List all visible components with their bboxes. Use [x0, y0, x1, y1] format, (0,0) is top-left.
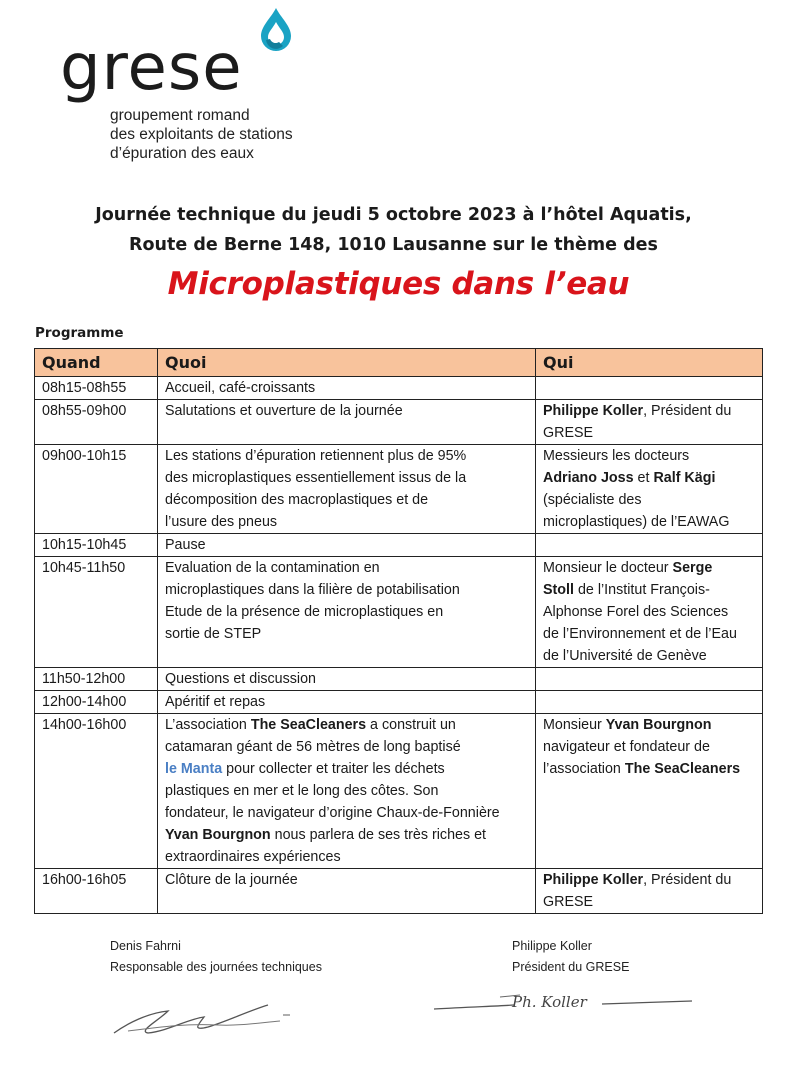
conjunction: et	[633, 470, 654, 486]
what-line: Etude de la présence de microplastiques en	[165, 604, 444, 620]
signatory-role: Responsable des journées techniques	[110, 960, 322, 974]
cell-who	[536, 691, 763, 714]
what-line: sortie de STEP	[165, 626, 262, 642]
affiliation: de l’Institut François-	[573, 582, 710, 598]
tagline-line: des exploitants de stations	[110, 126, 293, 143]
what-line: fondateur, le navigateur d’origine Chaux-de-Fonnière	[165, 805, 500, 821]
speaker-name: Serge	[672, 560, 713, 576]
what-line: catamaran géant de 56 mètres de long baptisé	[165, 739, 461, 755]
cell-who	[536, 668, 763, 691]
title-line-2: Route de Berne 148, 1010 Lausanne sur le thème des	[129, 235, 658, 255]
text-fragment: l’association	[543, 761, 625, 777]
cell-who	[536, 557, 763, 668]
grese-logo	[60, 6, 360, 166]
cell-what: Questions et discussion	[158, 668, 536, 691]
what-line	[165, 758, 528, 780]
tagline-line: groupement romand	[110, 107, 250, 124]
cell-who	[536, 869, 763, 914]
column-header-when: Quand	[35, 349, 158, 377]
who-line: de l’Université de Genève	[543, 648, 707, 664]
what-line: Evaluation de la contamination en	[165, 560, 380, 576]
cell-when: 09h00-10h15	[35, 445, 158, 534]
table-row	[35, 400, 763, 445]
what-line: décomposition des macroplastiques et de	[165, 492, 429, 508]
title-line-1: Journée technique du jeudi 5 octobre 2023 à l’hôtel Aquatis,	[95, 205, 692, 225]
table-row	[35, 445, 763, 534]
cell-when: 10h15-10h45	[35, 534, 158, 557]
speaker-name: Philippe Koller	[543, 403, 644, 419]
logo-tagline	[110, 106, 293, 163]
water-drop-icon	[257, 6, 295, 54]
boat-name: le Manta	[165, 761, 223, 777]
signatory-name: Philippe Koller	[512, 939, 592, 953]
speaker-name: Philippe Koller	[543, 872, 644, 888]
signatory-role: Président du GRESE	[512, 960, 630, 974]
table-row	[35, 668, 763, 691]
cell-what: Accueil, café-croissants	[158, 377, 536, 400]
signature-right-text: Ph. Koller	[512, 993, 587, 1011]
cell-what: Apéritif et repas	[158, 691, 536, 714]
tagline-line: d’épuration des eaux	[110, 145, 254, 162]
who-line: Messieurs les docteurs	[543, 448, 690, 464]
speaker-name: Ralf Kägi	[653, 470, 716, 486]
signatory-name: Denis Fahrni	[110, 939, 181, 953]
cell-who	[536, 534, 763, 557]
what-line: extraordinaires expériences	[165, 849, 341, 865]
cell-when: 12h00-14h00	[35, 691, 158, 714]
who-line: navigateur et fondateur de	[543, 739, 710, 755]
cell-what	[158, 445, 536, 534]
cell-when: 11h50-12h00	[35, 668, 158, 691]
signature-right-image	[430, 985, 700, 1020]
cell-who	[536, 714, 763, 869]
cell-what: Pause	[158, 534, 536, 557]
text-fragment: nous parlera de ses très riches et	[270, 827, 487, 843]
who-line	[543, 714, 755, 736]
cell-what: Clôture de la journée	[158, 869, 536, 914]
speaker-name: Yvan Bourgnon	[605, 717, 712, 733]
what-line	[165, 824, 528, 846]
logo-wordmark: grese	[60, 31, 243, 105]
speaker-name: Adriano Joss	[543, 470, 634, 486]
who-line	[543, 467, 755, 489]
event-theme: Microplastiques dans l’eau	[167, 266, 630, 302]
table-row	[35, 377, 763, 400]
cell-what	[158, 557, 536, 668]
table-row	[35, 557, 763, 668]
who-line: de l’Environnement et de l’Eau	[543, 626, 737, 642]
cell-what	[158, 714, 536, 869]
what-line: l’usure des pneus	[165, 514, 278, 530]
table-row	[35, 534, 763, 557]
column-header-who: Qui	[536, 349, 763, 377]
cell-what: Salutations et ouverture de la journée	[158, 400, 536, 445]
speaker-name: Yvan Bourgnon	[165, 827, 271, 843]
cell-when: 14h00-16h00	[35, 714, 158, 869]
cell-who	[536, 377, 763, 400]
event-title	[0, 200, 787, 260]
speaker-role: , Président du GRESE	[543, 872, 732, 910]
table-row	[35, 869, 763, 914]
text-fragment: pour collecter et traiter les déchets	[222, 761, 445, 777]
cell-who	[536, 445, 763, 534]
signatory-right	[512, 936, 629, 978]
who-line: Alphonse Forel des Sciences	[543, 604, 729, 620]
what-line: plastiques en mer et le long des côtes. Son	[165, 783, 439, 799]
what-line	[165, 714, 528, 736]
text-fragment: a construit un	[366, 717, 456, 733]
cell-when: 10h45-11h50	[35, 557, 158, 668]
signatory-left	[110, 936, 322, 978]
column-header-what: Quoi	[158, 349, 536, 377]
who-line	[543, 579, 755, 601]
who-line: (spécialiste des	[543, 492, 642, 508]
cell-when: 08h55-09h00	[35, 400, 158, 445]
what-line: microplastiques dans la filière de potabilisation	[165, 582, 460, 598]
title-prefix: Monsieur	[543, 717, 606, 733]
what-line: des microplastiques essentiellement issus de la	[165, 470, 467, 486]
signature-left-image	[108, 993, 298, 1041]
programme-label: Programme	[35, 325, 124, 341]
table-row	[35, 714, 763, 869]
table-header-row	[35, 349, 763, 377]
title-prefix: Monsieur le docteur	[543, 560, 673, 576]
who-line: microplastiques) de l’EAWAG	[543, 514, 730, 530]
speaker-name: Stoll	[543, 582, 574, 598]
who-line	[543, 758, 755, 780]
text-fragment: L’association	[165, 717, 251, 733]
organisation-name: The SeaCleaners	[624, 761, 741, 777]
who-line	[543, 557, 755, 579]
cell-who	[536, 400, 763, 445]
programme-table	[34, 348, 763, 914]
organisation-name: The SeaCleaners	[250, 717, 367, 733]
cell-when: 16h00-16h05	[35, 869, 158, 914]
speaker-role: , Président du GRESE	[543, 403, 732, 441]
table-row	[35, 691, 763, 714]
cell-when: 08h15-08h55	[35, 377, 158, 400]
what-line: Les stations d’épuration retiennent plus de 95%	[165, 448, 467, 464]
